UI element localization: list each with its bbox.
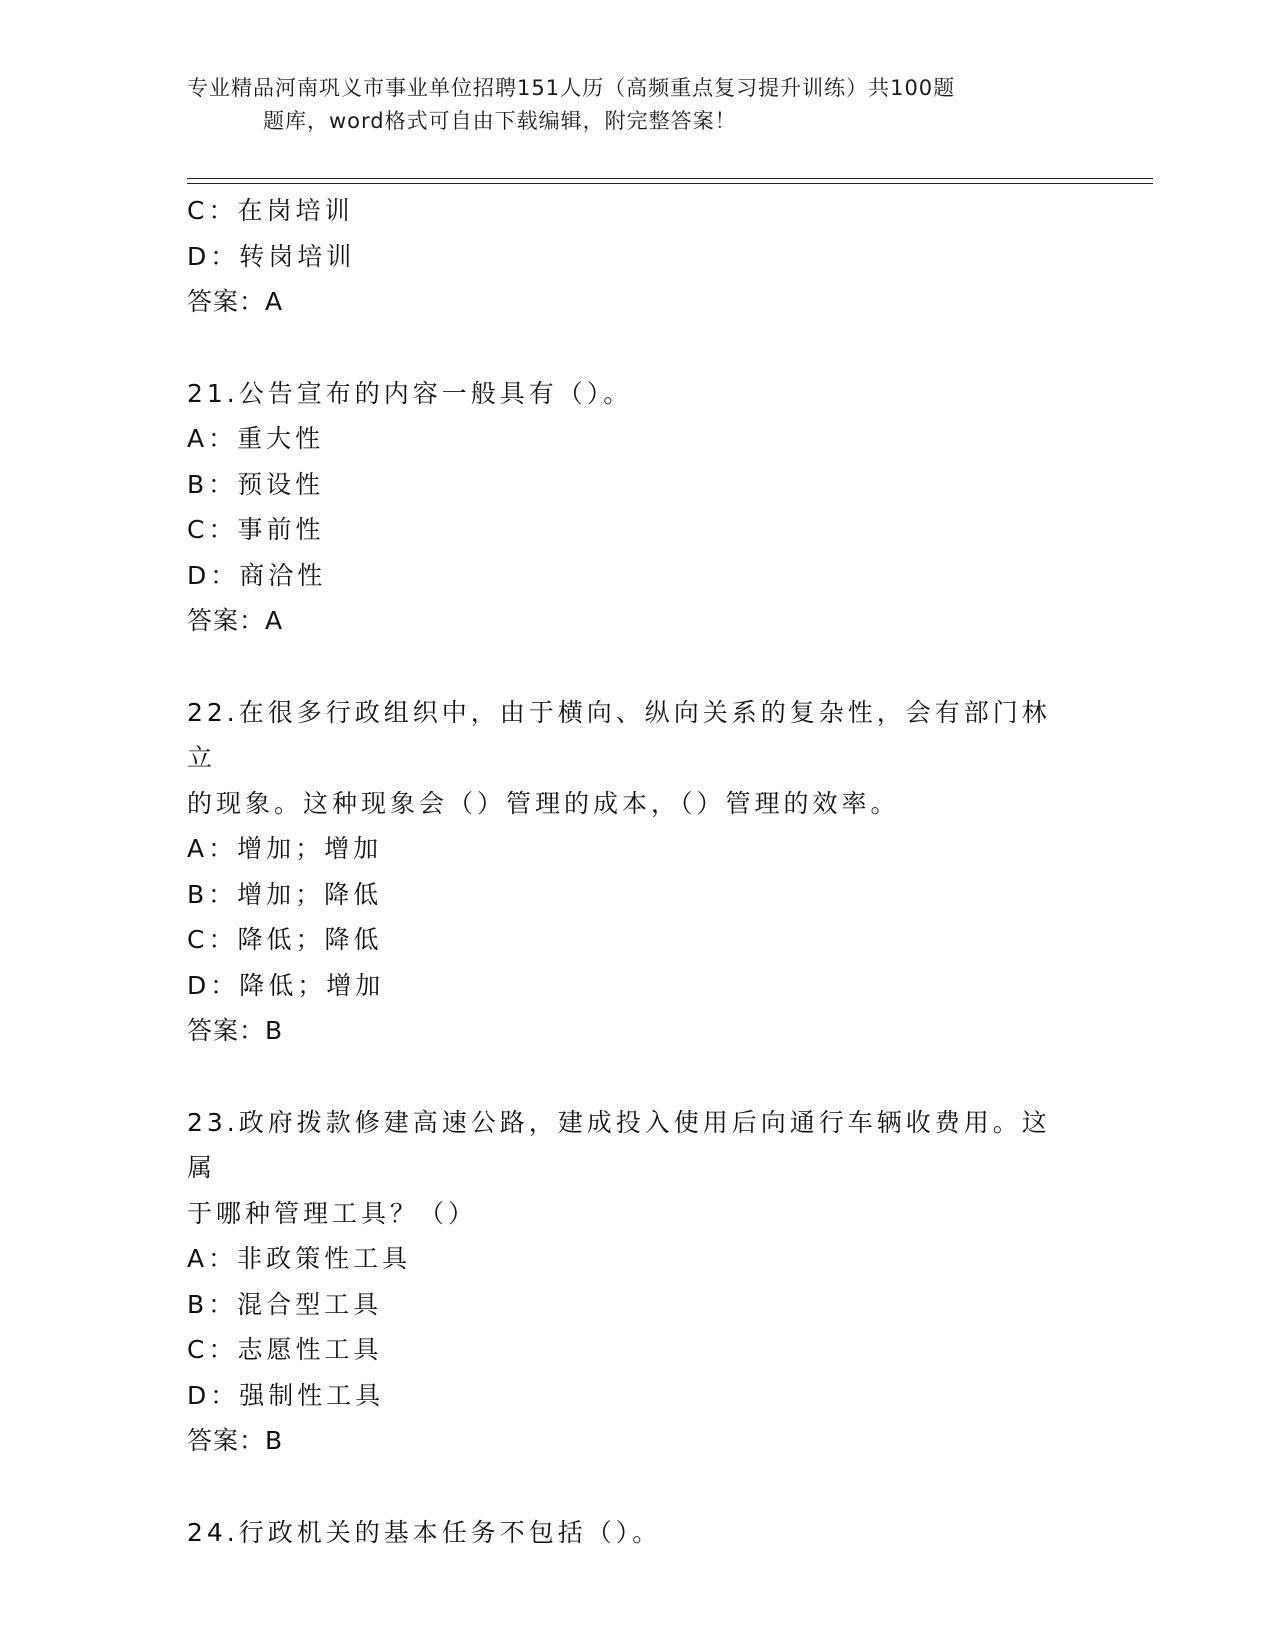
answer-line: 答案：A bbox=[187, 287, 284, 316]
question-block-24 bbox=[187, 1510, 1067, 1556]
question-text-line-2: 于哪种管理工具？（） bbox=[187, 1198, 478, 1228]
option-a: A：重大性 bbox=[187, 424, 325, 453]
question-text: 21.公告宣布的内容一般具有（）。 bbox=[187, 378, 633, 408]
header-rule-top bbox=[187, 178, 1153, 179]
option-b: B：混合型工具 bbox=[187, 1289, 383, 1319]
answer-line: 答案：A bbox=[187, 606, 284, 635]
question-text-line-1: 22.在很多行政组织中，由于横向、纵向关系的复杂性，会有部门林立 bbox=[187, 697, 1051, 772]
question-block-23 bbox=[187, 1100, 1067, 1464]
option-b: B：预设性 bbox=[187, 469, 325, 499]
option-c: C：降低；降低 bbox=[187, 925, 383, 954]
option-d: D：商洽性 bbox=[187, 560, 327, 590]
question-text-line-1: 23.政府拨款修建高速公路，建成投入使用后向通行车辆收费用。这属 bbox=[187, 1107, 1051, 1182]
question-text-line-2: 的现象。这种现象会（）管理的成本，（）管理的效率。 bbox=[187, 788, 900, 818]
document-body bbox=[187, 188, 1067, 1555]
header-rule-bottom bbox=[187, 183, 1153, 184]
option-a: A：增加；增加 bbox=[187, 834, 383, 863]
question-text: 24.行政机关的基本任务不包括（）。 bbox=[187, 1517, 662, 1547]
option-d: D：降低；增加 bbox=[187, 970, 385, 1000]
question-block-20-tail bbox=[187, 188, 1067, 325]
option-d: D：强制性工具 bbox=[187, 1380, 385, 1410]
document-header bbox=[187, 72, 1067, 138]
question-block-21 bbox=[187, 371, 1067, 644]
header-line-2: 题库，word格式可自由下载编辑，附完整答案！ bbox=[263, 109, 737, 133]
option-c: C：在岗培训 bbox=[187, 196, 354, 225]
answer-line: 答案：B bbox=[187, 1016, 284, 1045]
option-c: C：志愿性工具 bbox=[187, 1335, 383, 1364]
header-line-1: 专业精品河南巩义市事业单位招聘151人历（高频重点复习提升训练）共100题 bbox=[187, 76, 956, 100]
option-c: C：事前性 bbox=[187, 515, 325, 544]
option-b: B：增加；降低 bbox=[187, 879, 383, 909]
question-block-22 bbox=[187, 690, 1067, 1054]
option-d: D：转岗培训 bbox=[187, 241, 356, 271]
option-a: A：非政策性工具 bbox=[187, 1244, 412, 1273]
answer-line: 答案：B bbox=[187, 1426, 284, 1455]
